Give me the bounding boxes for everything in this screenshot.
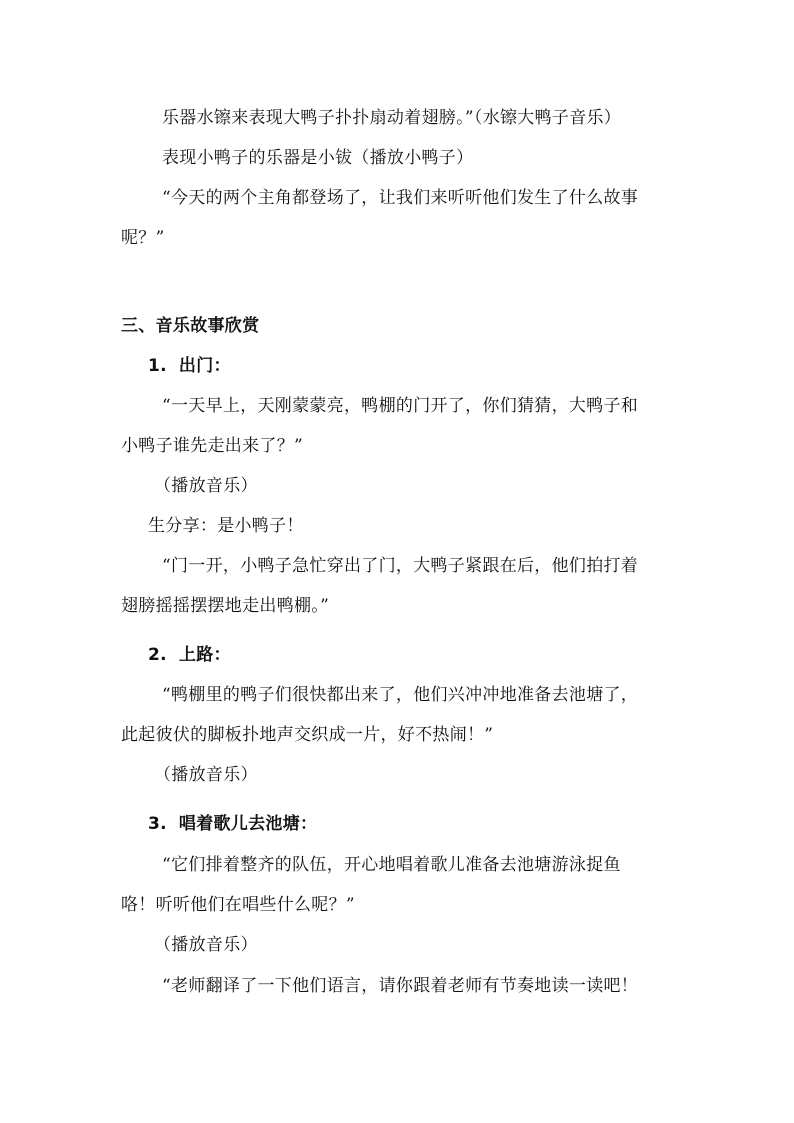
paragraph-line: “它们排着整齐的队伍，开心地唱着歌儿准备去池塘游泳捉鱼 (162, 855, 621, 875)
paragraph-line: “老师翻译了一下他们语言，请你跟着老师有节奏地读一读吧！ (162, 976, 639, 996)
paragraph-line: 呢？” (121, 228, 165, 248)
paragraph-line: （播放音乐） (154, 935, 258, 955)
subsection-title: 唱着歌儿去池塘： (178, 814, 318, 834)
subsection-title: 上路： (178, 645, 231, 665)
subsection-number: 2. (148, 645, 167, 665)
subsection-number: 3. (148, 814, 167, 834)
section-heading: 三、音乐故事欣赏 (121, 316, 260, 336)
paragraph-line: “鸭棚里的鸭子们很快都出来了，他们兴冲冲地准备去池塘了， (162, 685, 639, 705)
paragraph-line: 乐器水镲来表现大鸭子扑扑扇动着翅膀。”（水镲大鸭子音乐） (162, 108, 622, 128)
paragraph-line: 翅膀摇摇摆摆地走出鸭棚。” (121, 596, 330, 616)
paragraph-line: “一天早上，天刚蒙蒙亮，鸭棚的门开了，你们猜猜，大鸭子和 (162, 396, 639, 416)
paragraph-line: 小鸭子谁先走出来了？” (121, 436, 303, 456)
paragraph-line: 此起彼伏的脚板扑地声交织成一片，好不热闹！” (121, 725, 494, 745)
paragraph-line: “门一开，小鸭子急忙穿出了门，大鸭子紧跟在后，他们拍打着 (162, 556, 639, 576)
subsection-heading-1 (148, 354, 231, 378)
paragraph-line: 生分享：是小鸭子！ (148, 516, 304, 536)
paragraph-line: “今天的两个主角都登场了，让我们来听听他们发生了什么故事 (162, 188, 639, 208)
paragraph-line: （播放音乐） (154, 765, 258, 785)
paragraph-line: （播放音乐） (154, 476, 258, 496)
paragraph-line: 咯！听听他们在唱些什么呢？” (121, 895, 355, 915)
subsection-heading-3 (148, 812, 317, 836)
subsection-title: 出门： (178, 356, 231, 376)
subsection-number: 1. (148, 356, 167, 376)
subsection-heading-2 (148, 643, 231, 667)
paragraph-line: 表现小鸭子的乐器是小钹（播放小鸭子） (162, 148, 474, 168)
